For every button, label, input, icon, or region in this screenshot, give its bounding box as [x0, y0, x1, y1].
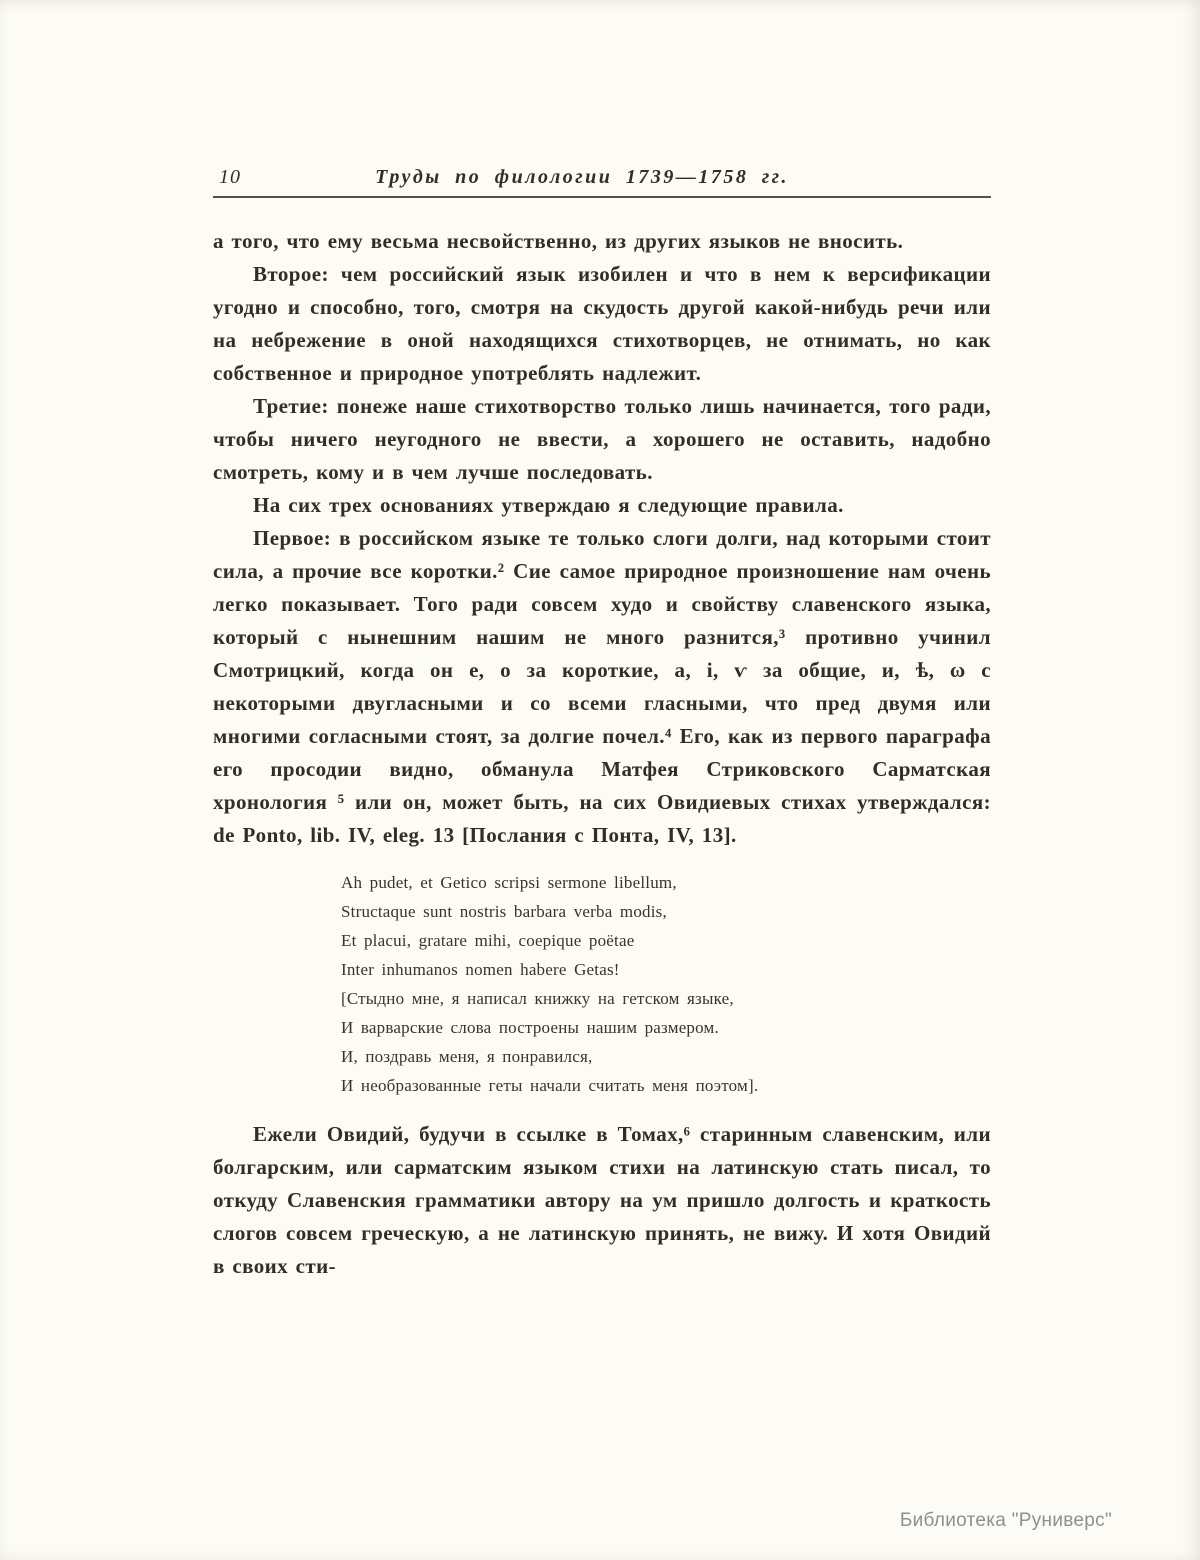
- paragraph-continuation: а того, что ему весьма несвойственно, из других языков не вносить.: [213, 229, 904, 253]
- paragraph-third-rule: Третие: понеже наше стихотворство только лишь начинается, того ради, чтобы ничего неугодного не ввести, а хорошего не оставить, надобно смотреть, кому и в чем лучше последовать.: [213, 394, 991, 484]
- body-text: [213, 225, 991, 1283]
- verse-block: [341, 868, 991, 1100]
- header-title: Труды по филологии 1739—1758 гг.: [375, 166, 789, 188]
- verse-line-translation: И варварские слова построены нашим размером.: [341, 1018, 719, 1037]
- paragraph-first-rule: Первое: в российском языке те только слоги долги, над которыми стоит сила, а прочие все коротки.² Сие самое природное произношение нам очень легко показывает. Того ради совсем худо и свойству славенского языка, который с нынешним нашим не много разнится,³ противно учинил Смотрицкий, когда он е, о за короткие, а, i, ѵ за общие, и, ѣ, ω с некоторыми двугласными и со всеми гласными, что пред двумя или многими согласными стоят, за долгие почел.⁴ Его, как из первого параграфа его просодии видно, обманула Матфея Стриковского Сарматская хронология ⁵ или он, может быть, на сих Овидиевых стихах утверждался: de Ponto, lib. IV, eleg. 13 [Послания с Понта, IV, 13].: [213, 526, 991, 847]
- verse-line-translation: И, поздравь меня, я понравился,: [341, 1047, 593, 1066]
- paragraph-foundations: На сих трех основаниях утверждаю я следующие правила.: [253, 493, 844, 517]
- running-header: [213, 166, 991, 198]
- verse-line-latin: Inter inhumanos nomen habere Getas!: [341, 960, 620, 979]
- paragraph-ovid: Ежели Овидий, будучи в ссылке в Томах,⁶ старинным славенским, или болгарским, или сарматским языком стихи на латинскую стать писал, то откуду Славенския грамматики автору на ум пришло долгость и краткость слогов совсем греческую, а не латинскую принять, не вижу. И хотя Овидий в своих сти-: [213, 1122, 991, 1278]
- verse-line-latin: Ah pudet, et Getico scripsi sermone libellum,: [341, 873, 677, 892]
- verse-line-latin: Structaque sunt nostris barbara verba modis,: [341, 902, 667, 921]
- text-block: [213, 166, 991, 1283]
- verse-line-latin: Et placui, gratare mihi, coepique poëtae: [341, 931, 635, 950]
- page-number: 10: [219, 166, 241, 188]
- library-watermark: Библиотека "Руниверс": [899, 1510, 1112, 1531]
- verse-line-translation: И необразованные геты начали считать меня поэтом].: [341, 1076, 759, 1095]
- paragraph-second-rule: Второе: чем российский язык изобилен и что в нем к версификации угодно и способно, того, смотря на скудость другой какой-нибудь речи или на небрежение в оной находящихся стихотворцев, не отнимать, но как собственное и природное употреблять надлежит.: [213, 262, 991, 385]
- verse-line-translation: [Стыдно мне, я написал книжку на гетском языке,: [341, 989, 734, 1008]
